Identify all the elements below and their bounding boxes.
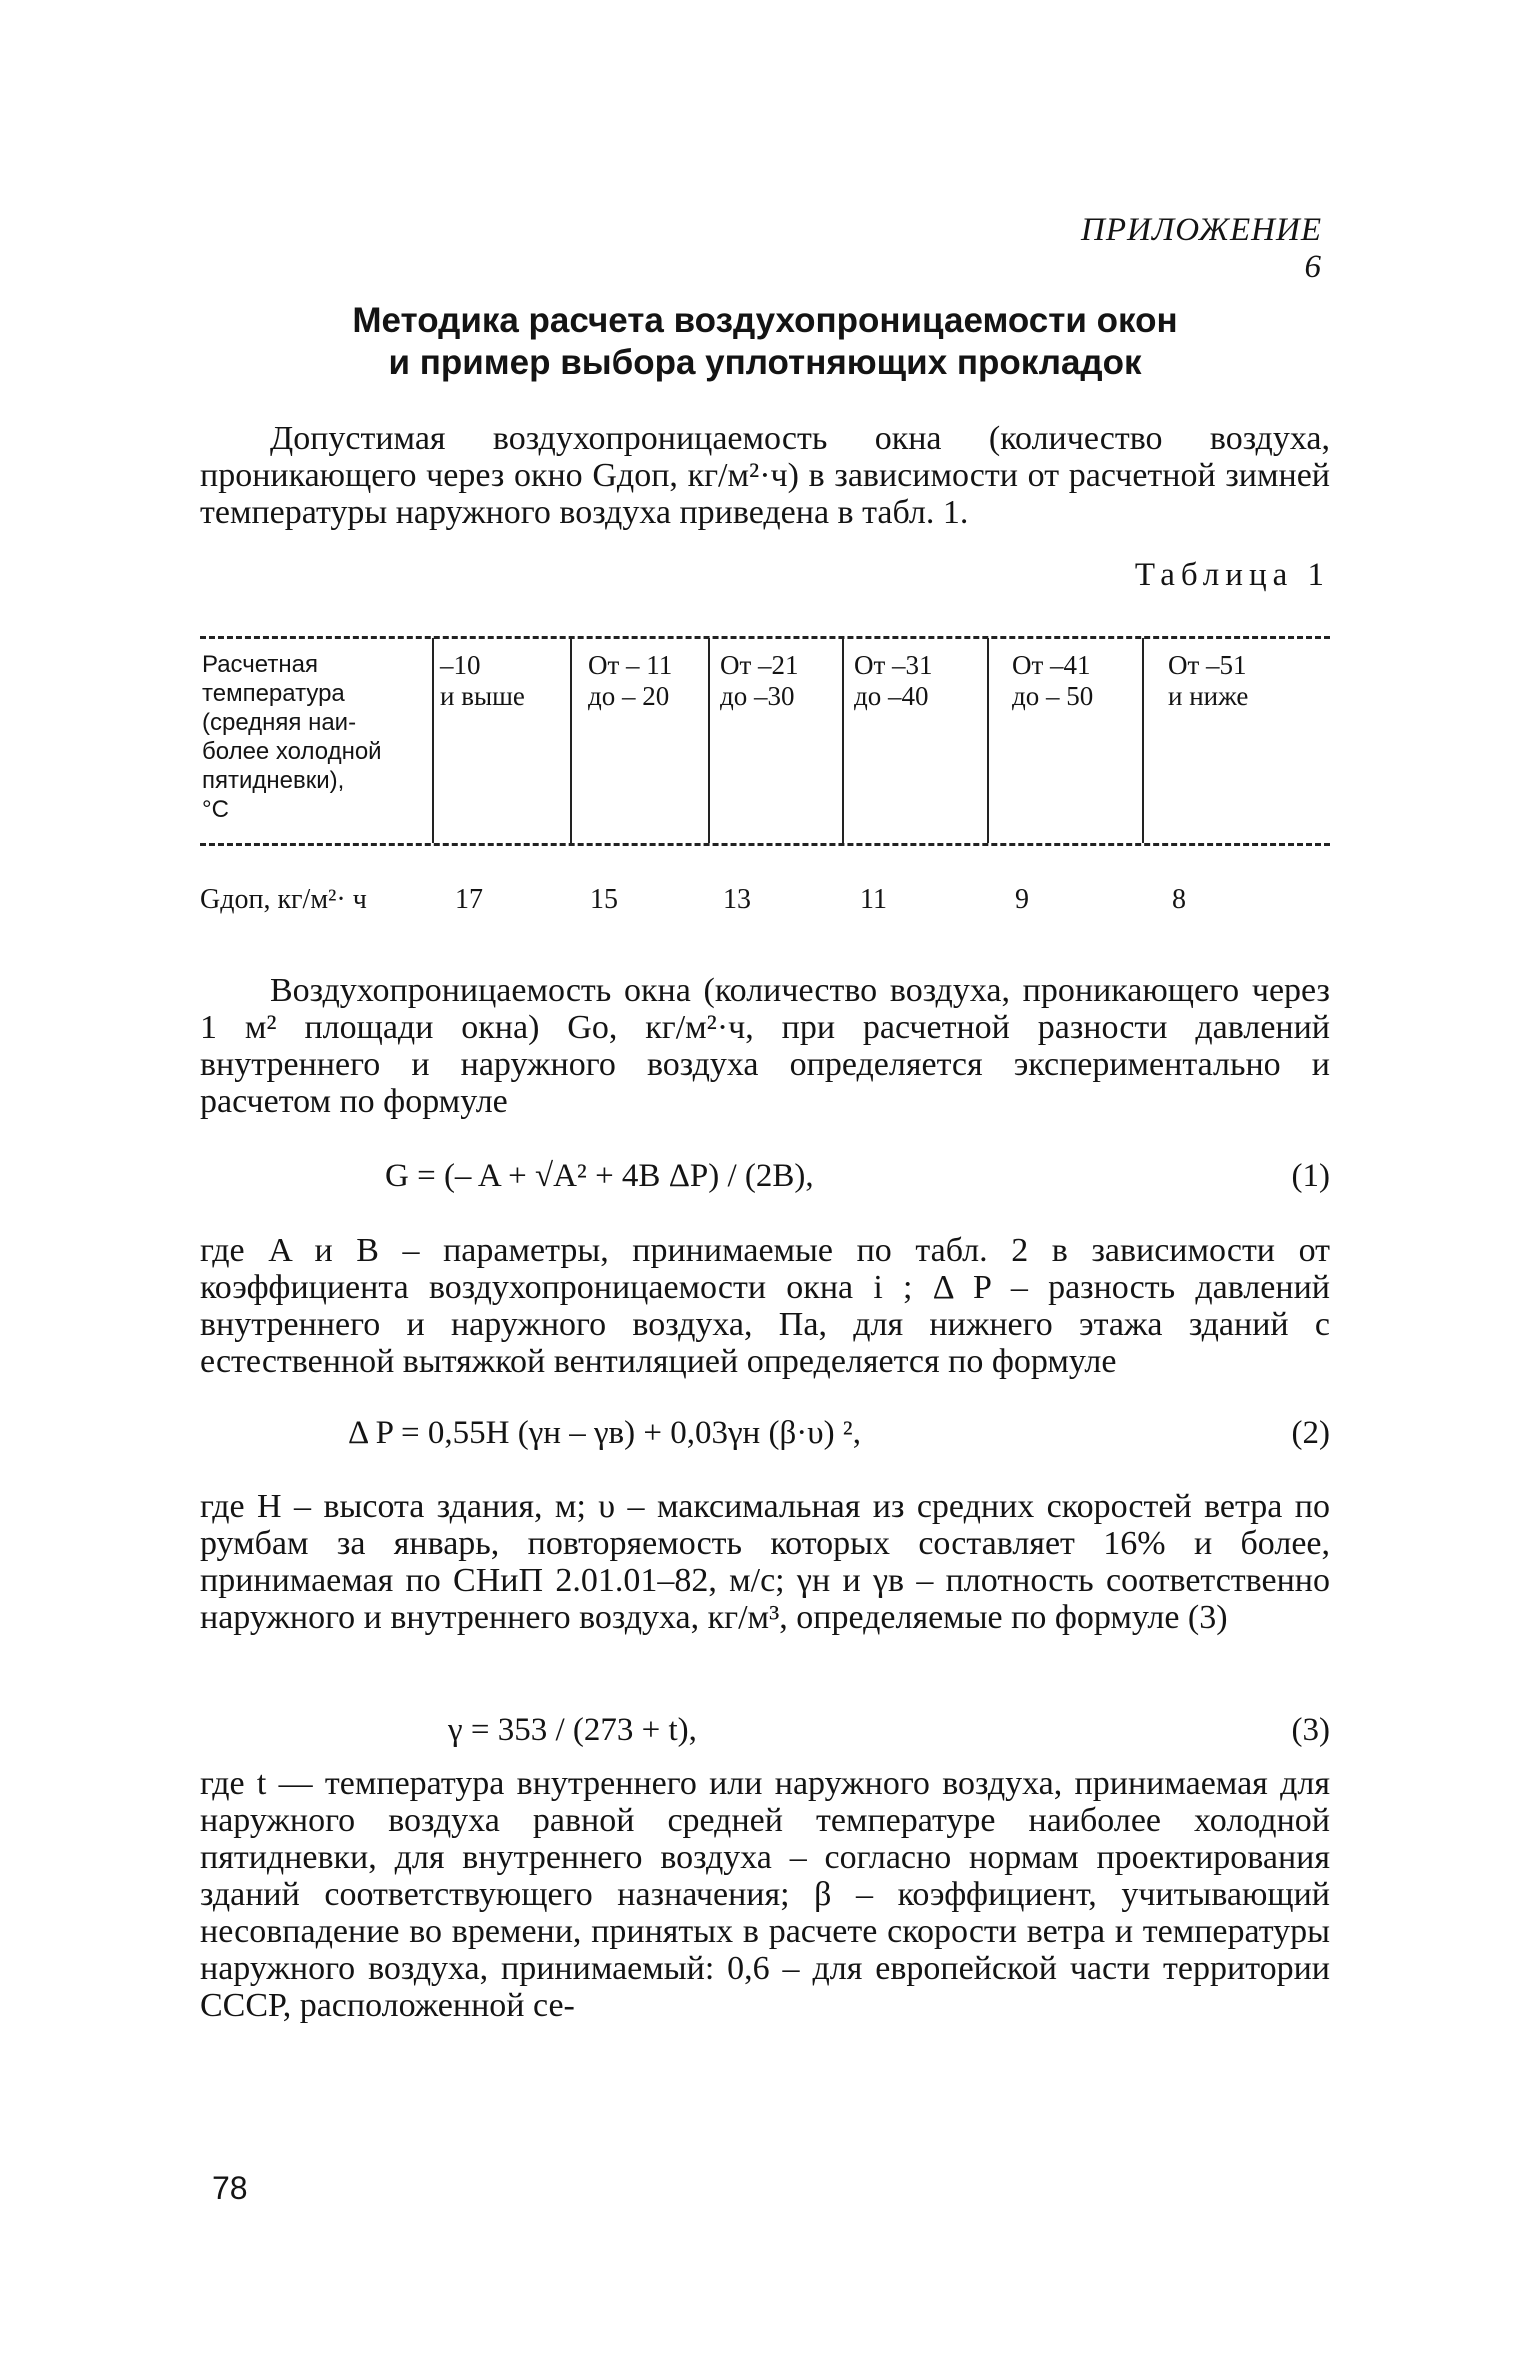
- table-top-rule: [200, 636, 1330, 639]
- table-cell-value: 17: [455, 884, 483, 915]
- table-divider: [1142, 638, 1144, 843]
- stub-line: более холодной: [202, 738, 382, 765]
- stub-line: Расчетная: [202, 651, 318, 678]
- paragraph-2: Воздухопроницаемость окна (количество воздуха, проникающего через 1 м² площади окна) Gо, кг/м²·ч, при расчетной разности давлений внутреннего и наружного воздуха определяется экспериментально и расчетом по формуле: [200, 972, 1330, 1120]
- page-number: 78: [212, 2170, 248, 2206]
- table-divider: [842, 638, 844, 843]
- column-header-line: до – 20: [588, 681, 670, 711]
- table-cell-value: 8: [1172, 884, 1186, 915]
- table-divider: [708, 638, 710, 843]
- paragraph-3: где A и B – параметры, принимаемые по табл. 2 в зависимости от коэффициента воздухопроницаемости окна i ; Δ P – разность давлений внутреннего и наружного воздуха, Па, для нижнего этажа зданий с естественной вытяжкой вентиляцией определяется по формуле: [200, 1232, 1330, 1380]
- column-header: [1012, 650, 1138, 712]
- document-title: [200, 300, 1330, 384]
- stub-line: температура: [202, 680, 345, 707]
- table-divider: [432, 638, 434, 843]
- stub-line: °С: [202, 796, 229, 823]
- column-header-line: От –51: [1168, 650, 1247, 680]
- column-header: [588, 650, 704, 712]
- column-header-line: и выше: [440, 681, 525, 711]
- column-header-line: до – 50: [1012, 681, 1094, 711]
- column-header-line: и ниже: [1168, 681, 1249, 711]
- column-header-line: до –40: [854, 681, 929, 711]
- formula-1: G = (– A + √A² + 4B ΔP) / (2B),: [385, 1158, 814, 1194]
- formula-3-number: (3): [1291, 1712, 1330, 1748]
- table-stub-header: [202, 650, 427, 824]
- intro-paragraph: Допустимая воздухопроницаемость окна (количество воздуха, проникающего через окно Gдоп, кг/м²·ч) в зависимости от расчетной зимней температуры наружного воздуха приведена в табл. 1.: [200, 420, 1330, 531]
- table-header-bottom-rule: [200, 843, 1330, 846]
- paragraph-5: где t — температура внутреннего или наружного воздуха, принимаемая для наружного воздуха равной средней температуре наиболее холодной пятидневки, для внутреннего воздуха – согласно нормам проектирования зданий соответствующего назначения; β – коэффициент, учитывающий несовпадение во времени, принятых в расчете скорости ветра и температуры наружного воздуха, принимаемый: 0,6 – для европейской части территории СССР, расположенной се-: [200, 1765, 1330, 2024]
- column-header-line: –10: [440, 650, 481, 680]
- formula-2-number: (2): [1291, 1415, 1330, 1451]
- table-row-label: Gдоп, кг/м²· ч: [200, 884, 367, 915]
- column-header: [440, 650, 566, 712]
- column-header: [854, 650, 982, 712]
- stub-line: пятидневки),: [202, 767, 345, 794]
- column-header: [1168, 650, 1318, 712]
- column-header-line: От –31: [854, 650, 933, 680]
- column-header-line: до –30: [720, 681, 795, 711]
- stub-line: (средняя наи-: [202, 709, 357, 736]
- title-line-2: и пример выбора уплотняющих прокладок: [388, 343, 1142, 382]
- paragraph-4: где H – высота здания, м; υ – максимальная из средних скоростей ветра по румбам за январь, повторяемость которых составляет 16% и более, принимаемая по СНиП 2.01.01–82, м/с; γн и γв – плотность соответственно наружного и внутреннего воздуха, кг/м³, определяемые по формуле (3): [200, 1488, 1330, 1636]
- formula-2: Δ P = 0,55H (γн – γв) + 0,03γн (β·υ) ²,: [348, 1415, 861, 1451]
- appendix-label: ПРИЛОЖЕНИЕ 6: [1081, 212, 1322, 285]
- table-divider: [987, 638, 989, 843]
- column-header: [720, 650, 838, 712]
- table-divider: [570, 638, 572, 843]
- table-cell-value: 11: [860, 884, 887, 915]
- table-cell-value: 9: [1015, 884, 1029, 915]
- formula-3: γ = 353 / (273 + t),: [448, 1712, 697, 1748]
- column-header-line: От –41: [1012, 650, 1091, 680]
- table-caption: Таблица 1: [1134, 557, 1330, 593]
- formula-1-number: (1): [1291, 1158, 1330, 1194]
- column-header-line: От – 11: [588, 650, 673, 680]
- column-header-line: От –21: [720, 650, 799, 680]
- table-cell-value: 13: [723, 884, 751, 915]
- table-cell-value: 15: [590, 884, 618, 915]
- title-line-1: Методика расчета воздухопроницаемости окон: [352, 301, 1178, 340]
